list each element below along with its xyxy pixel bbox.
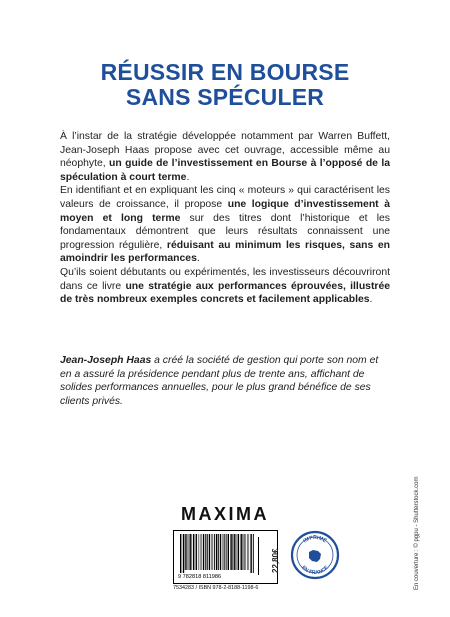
- blurb-bold-text: un guide de l’investissement en Bourse à l’opposé de la spéculation à court terme: [60, 158, 391, 183]
- barcode-icon: [178, 534, 256, 580]
- blurb-bold-text: réduisant au minimum les risques, sans en amoindrir les performances: [60, 239, 390, 265]
- barcode-bar: [223, 534, 224, 570]
- barcode-bar: [201, 534, 202, 570]
- barcode-bar: [226, 534, 227, 570]
- blurb-paragraph: [60, 184, 390, 266]
- author-bio-text: a créé la société de gestion qui porte son nom et en a assuré la présidence pendant plus de trente ans, affichant de solides performances annuelles, pour le plus grand bénéfice de ses clients privés.: [60, 355, 379, 407]
- barcode-bar: [238, 534, 239, 570]
- barcode-bar: [186, 534, 187, 570]
- price-label: 22,80€: [271, 548, 280, 573]
- barcode-bar: [193, 534, 194, 570]
- barcode-bar: [196, 534, 197, 570]
- barcode-bar: [189, 534, 190, 570]
- barcode-bar: [232, 534, 233, 570]
- barcode-bar: [203, 534, 204, 570]
- blurb: [60, 130, 390, 307]
- barcode-bar: [253, 534, 254, 573]
- barcode-bar: [180, 534, 181, 573]
- barcode-bar: [200, 534, 201, 570]
- barcode-bar: [247, 534, 248, 570]
- title-line-1: RÉUSSIR EN BOURSE: [100, 59, 350, 85]
- barcode-bar: [246, 534, 247, 570]
- barcode-bar: [207, 534, 208, 570]
- barcode-bar: [195, 534, 196, 570]
- barcode-bar: [209, 534, 210, 570]
- barcode-bar: [250, 534, 251, 573]
- cover-credit: En couverture : © pgpu - Shutterstock.com: [414, 476, 420, 590]
- barcode-bar: [241, 534, 242, 570]
- barcode-bar: [216, 534, 217, 570]
- barcode-bar: [230, 534, 231, 570]
- blurb-text: .: [196, 253, 200, 265]
- blurb-bold-text: une logique d’investissement à moyen et long terme: [60, 198, 390, 224]
- barcode-digits: 9 782818 811986: [178, 574, 222, 580]
- barcode-box: [173, 530, 278, 584]
- barcode-bar: [188, 534, 189, 570]
- barcode-bar: [185, 534, 186, 570]
- barcode-bar: [234, 534, 235, 570]
- barcode-bar: [218, 534, 219, 570]
- barcode-bar: [198, 534, 199, 570]
- price-tag: [258, 537, 280, 575]
- barcode-bar: [214, 534, 215, 570]
- blurb-text: À l’instar de la stratégie développée notamment par Warren Buffett, Jean-Joseph Haas propose avec cet ouvrage, accessible même au néophyte,: [60, 131, 390, 170]
- barcode-bar: [237, 534, 238, 570]
- blurb-paragraph: [60, 130, 390, 184]
- blurb-text: Qu’ils soient débutants ou expérimentés, les investisseurs découvriront dans ce livre: [60, 266, 390, 292]
- blurb-text: sur des titres dont l’historique et les fondamentaux démontrent que leurs résultats connaissent une progression régulière,: [60, 212, 390, 251]
- barcode-bar: [224, 534, 225, 570]
- author-bio: [60, 354, 390, 408]
- seal-bottom-text: EN FRANCE: [300, 564, 330, 577]
- barcode-bar: [244, 534, 245, 570]
- author-name: Jean-Joseph Haas: [60, 355, 152, 366]
- printed-in-france-seal-icon: [290, 530, 340, 580]
- blurb-paragraph: [60, 266, 390, 307]
- blurb-text: .: [369, 294, 373, 306]
- seal-top-text: IMPRIMÉ: [302, 535, 328, 545]
- barcode-bar: [190, 534, 191, 570]
- barcode-bar: [249, 534, 250, 570]
- barcode-bar: [228, 534, 229, 570]
- barcode-bar: [243, 534, 244, 570]
- isbn-line: 7534283 / ISBN 978-2-8188-1198-6: [173, 585, 259, 591]
- barcode-bar: [212, 534, 213, 570]
- barcode-bar: [183, 534, 184, 573]
- book-title: [0, 60, 450, 110]
- publisher-logo: MAXIMA: [181, 504, 269, 524]
- blurb-text: .: [186, 171, 190, 183]
- title-line-2: SANS SPÉCULER: [125, 84, 325, 110]
- barcode-bar: [205, 534, 206, 570]
- blurb-bold-text: une stratégie aux performances éprouvées, illustrée de très nombreux exemples concrets et facilement applicables: [60, 280, 391, 306]
- barcode-bar: [220, 534, 221, 570]
- blurb-text: En identifiant et en expliquant les cinq « moteurs » qui caractérisent les valeurs de croissance, il propose: [60, 185, 390, 210]
- barcode-bar: [236, 534, 237, 570]
